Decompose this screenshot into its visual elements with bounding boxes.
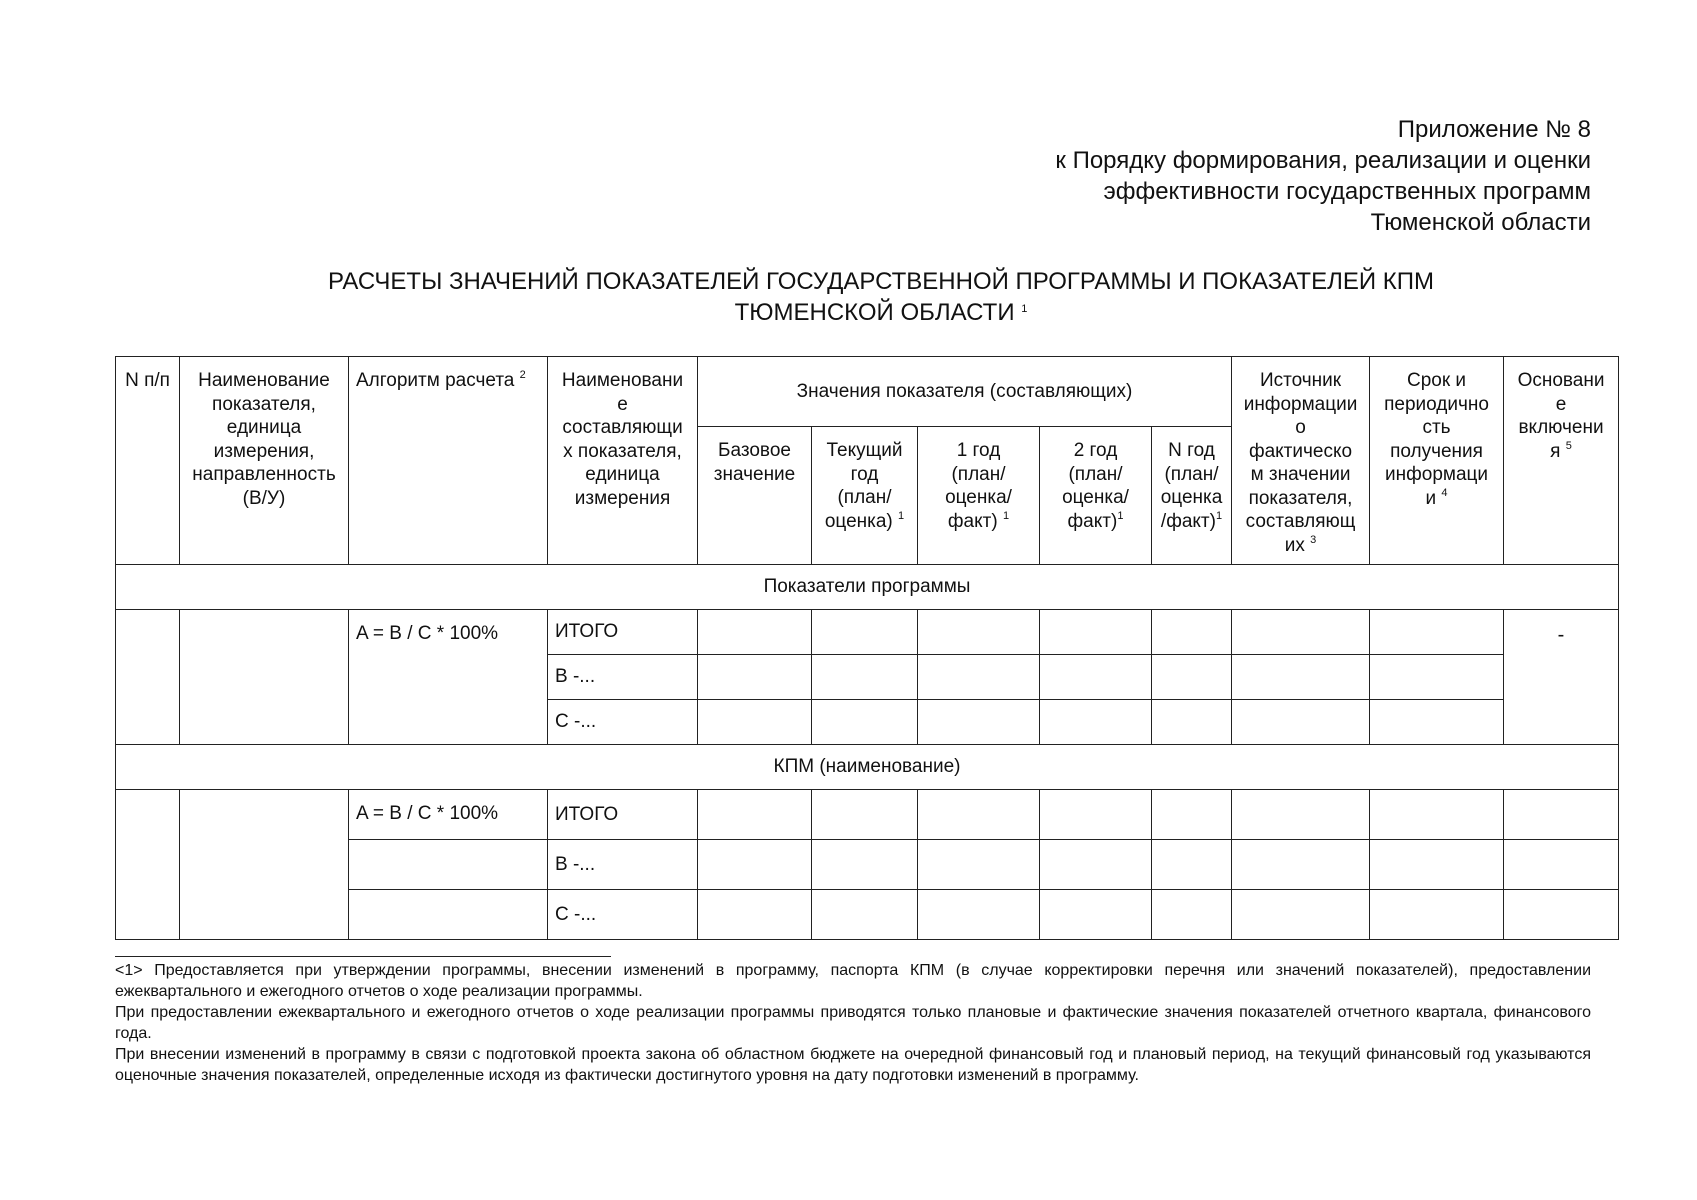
- cell-formula: A = B / C * 100%: [349, 610, 548, 745]
- appendix-reference-line1: к Порядку формирования, реализации и оценки: [1055, 147, 1591, 174]
- appendix-number: Приложение № 8: [1397, 116, 1591, 143]
- header-values-group: Значения показателя (составляющих): [698, 357, 1232, 427]
- title-line2-text: ТЮМЕНСКОЙ ОБЛАСТИ: [734, 299, 1015, 326]
- appendix-reference-line2: эффективности государственных программ: [1103, 178, 1591, 205]
- document-title: [115, 266, 1647, 328]
- indicators-table: [115, 356, 1619, 940]
- header-year-2: 2 год (план/ оценка/ факт)$^1$: [1040, 427, 1152, 565]
- footnote-1: <1> Предоставляется при утверждении программы, внесении изменений в программу, паспорта КПМ (в случае корректировки перечня или значений показателей), предоставлении ежеквартального и ежегодного отчетов о ходе реализации программы.: [115, 962, 1591, 1000]
- cell-component-c: C -...: [548, 700, 698, 745]
- title-line1: РАСЧЕТЫ ЗНАЧЕНИЙ ПОКАЗАТЕЛЕЙ ГОСУДАРСТВЕННОЙ ПРОГРАММЫ И ПОКАЗАТЕЛЕЙ КПМ: [327, 268, 1434, 295]
- cell-total: ИТОГО: [548, 790, 698, 840]
- cell-indicator-name: [180, 610, 349, 745]
- title-line2: [115, 297, 1647, 328]
- title-footnote-mark: 1: [1021, 303, 1028, 315]
- cell-num: [116, 790, 180, 940]
- header-year-n: N год (план/ оценка /факт)$^1$: [1152, 427, 1232, 565]
- table-row: [116, 610, 1619, 655]
- footnote-1-quarterly: При предоставлении ежеквартального и ежегодного отчетов о ходе реализации программы приводятся только плановые и фактические значения показателей отчетного квартала, финансового года.: [115, 1004, 1591, 1042]
- header-num: N п/п: [116, 357, 180, 565]
- header-current-year: Текущий год (план/ оценка) $^1$: [812, 427, 918, 565]
- footnote-1-budget: При внесении изменений в программу в связи с подготовкой проекта закона об областном бюджете на очередной финансовый год и плановый период, на текущий финансовый год указываются оценочные значения показателей, определенные исходя из фактически достигнутого уровня на дату подготовки изменений в программу.: [115, 1046, 1591, 1084]
- footnotes: [115, 960, 1591, 1086]
- header-algorithm: Алгоритм расчета $^2$: [349, 357, 548, 565]
- header-source: Источник информации о фактическо м значении показателя, составляющ их $^3$: [1232, 357, 1370, 565]
- header-basis: Основани е включени я $^5$: [1504, 357, 1619, 565]
- table-row: [116, 790, 1619, 840]
- footnote-separator: [115, 956, 611, 957]
- section-program-indicators: Показатели программы: [116, 565, 1619, 610]
- header-period: Срок и периодично сть получения информаци и $^4$: [1370, 357, 1504, 565]
- cell-component-c: C -...: [548, 890, 698, 940]
- cell-component-b: B -...: [548, 840, 698, 890]
- section-kpm: КПМ (наименование): [116, 745, 1619, 790]
- cell-indicator-name: [180, 790, 349, 940]
- cell-basis-dash: -: [1504, 610, 1619, 745]
- appendix-reference-line3: Тюменской области: [1370, 209, 1591, 236]
- header-components: Наименовани е составляющи х показателя, единица измерения: [548, 357, 698, 565]
- cell-component-b: B -...: [548, 655, 698, 700]
- header-base-value: Базовое значение: [698, 427, 812, 565]
- header-indicator-name: Наименование показателя, единица измерения, направленность (В/У): [180, 357, 349, 565]
- header-year-1: 1 год (план/ оценка/ факт) $^1$: [918, 427, 1040, 565]
- appendix-heading: [791, 114, 1591, 238]
- cell-formula: A = B / C * 100%: [349, 790, 548, 840]
- cell-total: ИТОГО: [548, 610, 698, 655]
- cell-num: [116, 610, 180, 745]
